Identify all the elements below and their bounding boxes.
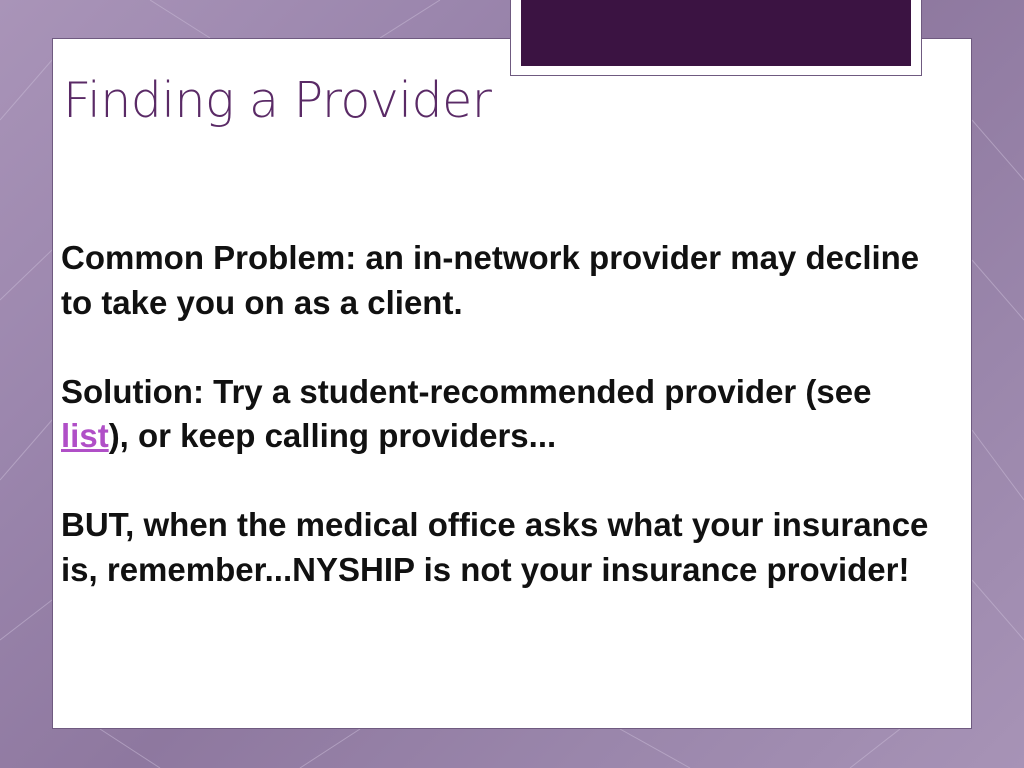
- title-accent-frame: [510, 0, 922, 76]
- nyship-reminder-paragraph: BUT, when the medical office asks what your insurance is, remember...NYSHIP is not your insurance provider!: [61, 506, 929, 588]
- solution-paragraph: [61, 370, 941, 459]
- slide-body: [61, 236, 941, 592]
- common-problem-paragraph: Common Problem: an in-network provider may decline to take you on as a client.: [61, 239, 920, 321]
- slide-title: Finding a Provider: [63, 72, 492, 129]
- solution-text-after: ), or keep calling providers...: [108, 417, 557, 454]
- title-accent-bar: [521, 0, 911, 66]
- provider-list-link[interactable]: list: [61, 417, 109, 454]
- solution-text-before: Solution: Try a student-recommended provider (see: [61, 372, 872, 410]
